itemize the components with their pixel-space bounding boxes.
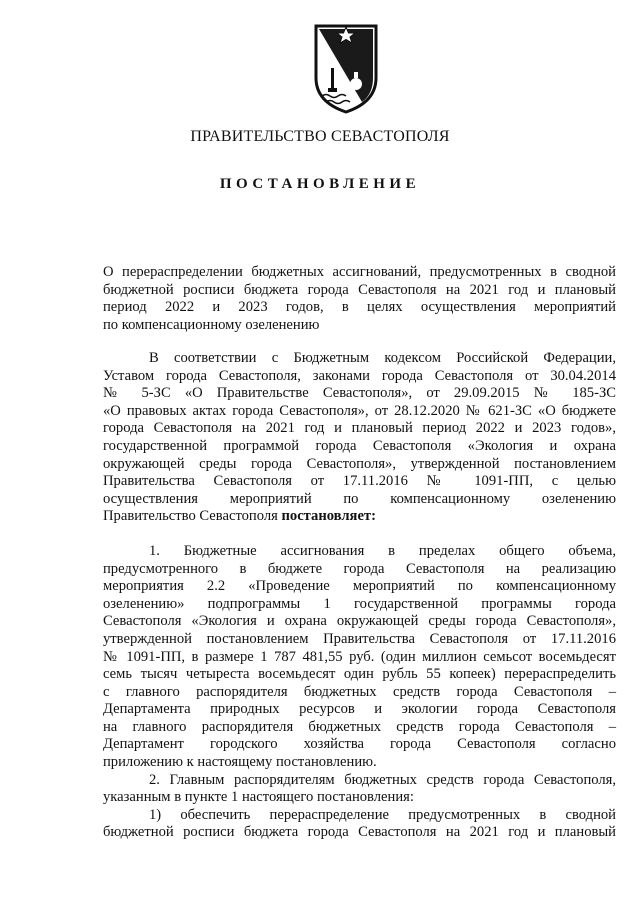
document-subject <box>103 264 616 334</box>
item1-line: № 1091-ПП, в размере 1 787 481,55 руб. (один миллион семьсот восемьдесят <box>103 648 616 665</box>
item1-line: утвержденной постановлением Правительства Севастополя от 17.11.2016 <box>103 630 616 647</box>
item1-line: с главного распорядителя бюджетных средств города Севастополя – <box>103 683 616 700</box>
subject-line: бюджетной росписи бюджета города Севастополя на 2021 год и плановый <box>103 281 616 298</box>
item2-1-line: бюджетной росписи бюджета города Севастополя на 2021 год и плановый <box>103 824 616 841</box>
preamble-line: В соответствии с Бюджетным кодексом Российской Федерации, <box>149 350 616 366</box>
monument-icon <box>331 68 334 90</box>
item1-last-line: приложению к настоящему постановлению. <box>103 754 377 771</box>
preamble-line: окружающей среды города Севастополя», утвержденной постановлением <box>103 455 616 472</box>
coat-of-arms-emblem <box>310 22 382 116</box>
item1-line: предусмотренного в бюджете города Севастополя на реализацию <box>103 560 616 577</box>
preamble-line: Уставом города Севастополя, законами города Севастополя от 30.04.2014 <box>103 367 616 384</box>
preamble-line: «О правовых актах города Севастополя», от 28.12.2020 № 621-ЗС «О бюджете <box>103 402 616 419</box>
item1-line: Севастополя «Экология и охрана окружающей среды города Севастополя», <box>103 613 616 630</box>
item1-line: семь тысяч четыреста восемьдесят один рубль 55 копеек) перераспределить <box>103 666 616 683</box>
item2-last-line: указанным в пункте 1 настоящего постановления: <box>103 789 414 806</box>
preamble-line: Правительства Севастополя от 17.11.2016 № 1091-ПП, с целью <box>103 473 616 490</box>
document-type-title: ПОСТАНОВЛЕНИЕ <box>219 176 421 192</box>
document-body <box>103 350 616 842</box>
item1-line: Департамента природных ресурсов и экологии города Севастополя <box>103 701 616 718</box>
subject-line: период 2022 и 2023 годов, в целях осуществления мероприятий <box>103 299 616 315</box>
item1-line: на главного распорядителя бюджетных средств города Севастополя – <box>103 718 616 735</box>
preamble-line: № 5-ЗС «О Правительстве Севастополя», от 29.09.2015 № 185-ЗС <box>103 385 616 402</box>
item1-line: озеленению» подпрограммы 1 государственной программы города <box>103 595 616 612</box>
preamble-line: государственной программой города Севастополя «Экология и охрана <box>103 437 616 454</box>
item2-line: 2. Главным распорядителям бюджетных средств города Севастополя, <box>149 771 616 788</box>
item2-1-line: 1) обеспечить перераспределение предусмотренных в сводной <box>149 806 616 823</box>
preamble-last-line <box>103 508 616 526</box>
preamble-line: города Севастополя на 2021 год и плановый период 2022 и 2023 годов», <box>103 420 616 437</box>
subject-line: О перераспределении бюджетных ассигнований, предусмотренных в сводной <box>103 264 616 280</box>
preamble-line: осуществления мероприятий по компенсационному озеленению <box>103 490 616 507</box>
resolution-keyword: постановляет: <box>281 508 376 525</box>
item1-line: Департамент городского хозяйства города Севастополя согласно <box>103 736 616 753</box>
government-title: ПРАВИТЕЛЬСТВО СЕВАСТОПОЛЯ <box>190 128 450 145</box>
subject-line: по компенсационному озеленению <box>103 316 320 333</box>
item1-line: мероприятия 2.2 «Проведение мероприятий по компенсационному <box>103 578 616 595</box>
item1-line: 1. Бюджетные ассигнования в пределах общего объема, <box>149 542 616 559</box>
preamble-last-text: Правительство Севастополя <box>103 508 278 525</box>
medal-icon <box>350 78 362 90</box>
